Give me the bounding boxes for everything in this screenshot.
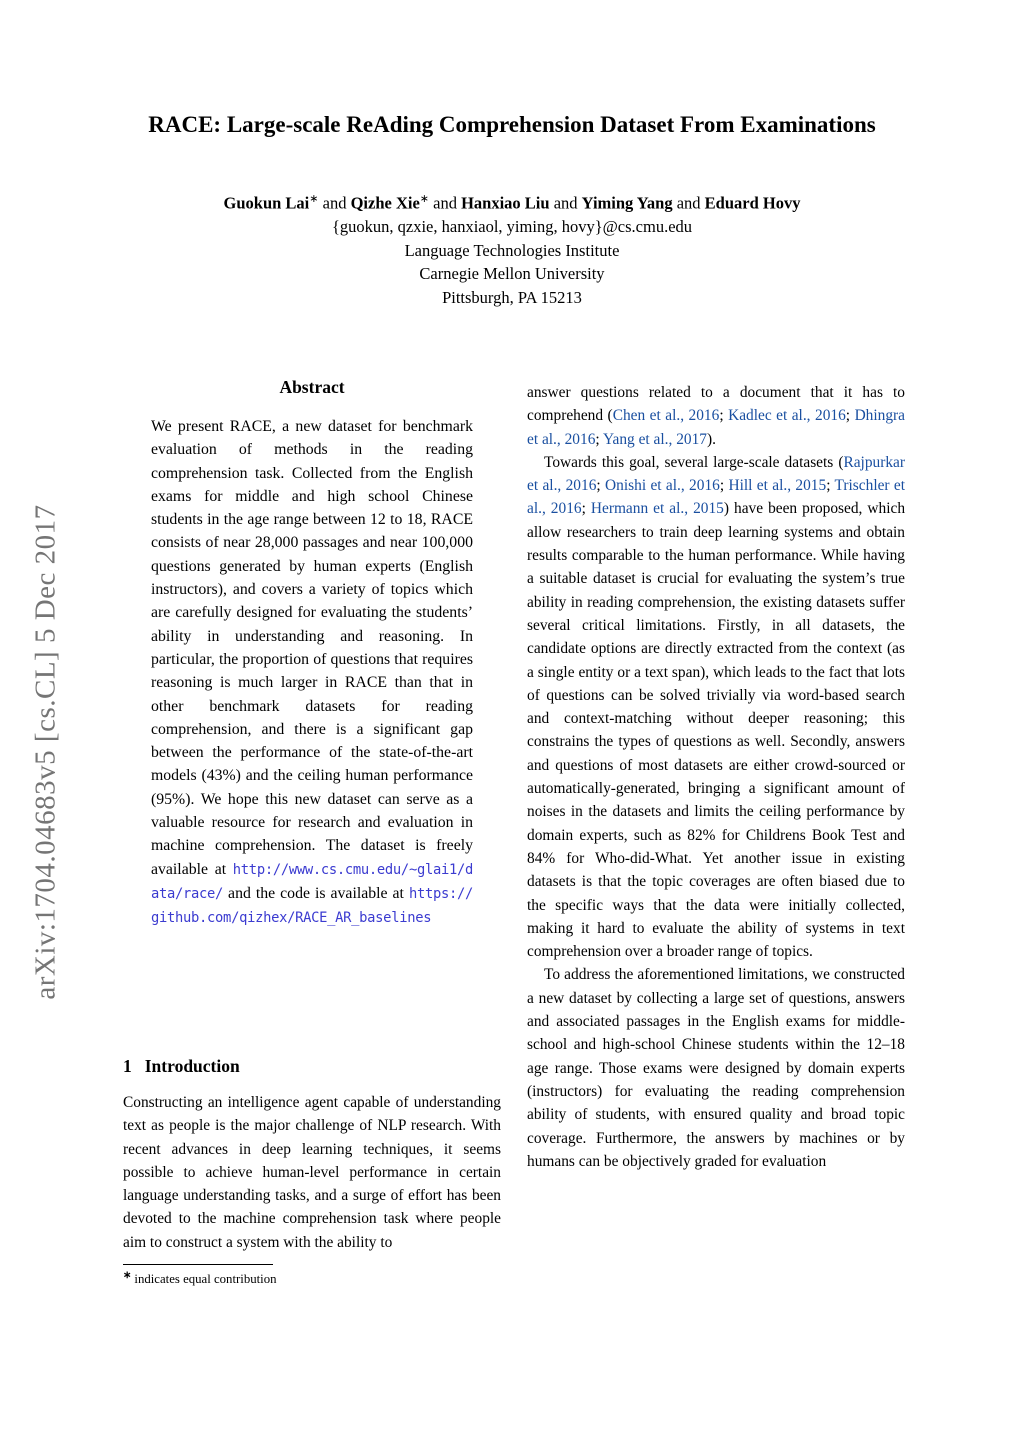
paragraph [123, 1091, 501, 1254]
affiliation-university: Carnegie Mellon University [419, 264, 605, 283]
text-run: ). [706, 430, 716, 448]
text-run: and the code is available at [223, 884, 409, 902]
url-link[interactable]: https://github.com/qizhex/RACE_AR_baselines [151, 885, 473, 927]
footnote [123, 1264, 501, 1287]
footnote-rule [123, 1264, 273, 1265]
citation-link[interactable]: Kadlec et al., 2016 [728, 407, 846, 425]
arxiv-watermark: arXiv:1704.04683v5 [cs.CL] 5 Dec 2017 [29, 504, 62, 1000]
paragraph [527, 451, 905, 964]
author-block [60, 188, 964, 309]
author-line [60, 188, 964, 215]
footnote-text: indicates equal contribution [134, 1272, 277, 1287]
paragraph [527, 963, 905, 1173]
citation-link[interactable]: Onishi et al., 2016 [605, 477, 720, 495]
text-run: ; [595, 430, 603, 448]
left-column-abstract [123, 377, 501, 931]
affiliation-city: Pittsburgh, PA 15213 [442, 287, 582, 307]
url-link[interactable]: http://www.cs.cmu.edu/~glai1/data/race/ [151, 861, 473, 902]
abstract-heading: Abstract [279, 377, 345, 397]
text-run: Towards this goal, several large-scale datasets ( [544, 453, 844, 471]
author-emails: {guokun, qzxie, hanxiaol, yiming, hovy}@cs.cmu.edu [331, 217, 693, 236]
citation-link[interactable]: Trischler et al., 2016 [527, 477, 906, 518]
text-run: ; [826, 477, 835, 495]
text-run: To address the aforementioned limitations, we constructed a new dataset by collecting a large set of questions, answers and associated passages in the English exams for middle-school and high-school Chinese students within the 12–18 age range. Those exams were designed by domain experts (instructors) for evaluating the reading comprehension ability of students, with ensured quality and broad topic coverage. Furthermore, the answers by machines or by humans can be objectively graded for evaluation [527, 966, 905, 1170]
author-separator: and [318, 193, 351, 213]
citation-link[interactable]: Rajpurkar et al., 2016 [527, 453, 905, 495]
author-name: Qizhe Xie [350, 193, 420, 213]
text-run: ; [719, 477, 729, 495]
author-footnote-mark: ∗ [419, 193, 429, 205]
paragraph [527, 381, 905, 451]
citation-link[interactable]: Hill et al., 2015 [728, 477, 827, 495]
author-separator: and [672, 193, 705, 213]
paper-title: RACE: Large-scale ReAding Comprehension Dataset From Examinations [148, 112, 876, 137]
text-run: ; [845, 407, 855, 425]
citation-link[interactable]: Yang et al., 2017 [602, 430, 707, 448]
text-run: We present RACE, a new dataset for benchmark evaluation of methods in the reading comprehension task. Collected from the English exams for middle and high school Chinese students in the age range between 12 to 18, RACE consists of near 28,000 passages and near 100,000 questions generated by human experts (English instructors), and covers a variety of topics which are carefully designed for evaluating the students’ ability in understanding and reasoning. In particular, the proportion of questions that requires reasoning is much larger in RACE than that in other benchmark datasets for reading comprehension, and there is a significant gap between the performance of the state-of-the-art models (43%) and the ceiling human performance (95%). We hope this new dataset can serve as a valuable resource for research and evaluation in machine comprehension. The dataset is freely available at [151, 418, 473, 878]
text-run: answer questions related to a document that it has to comprehend ( [527, 384, 905, 425]
author-name: Yiming Yang [581, 193, 673, 213]
text-run: Constructing an intelligence agent capable of understanding text as people is the major challenge of NLP research. With recent advances in deep learning techniques, it seems possible to achieve human-level performance in certain language understanding tasks, and a surge of effort has been devoted to the machine comprehension task where people aim to construct a system with the ability to [123, 1094, 501, 1251]
abstract-text [123, 415, 501, 931]
footnote-marker: ∗ [123, 1270, 132, 1282]
author-separator: and [429, 193, 462, 213]
left-column-introduction [123, 1056, 501, 1287]
section-title: Introduction [144, 1056, 240, 1076]
right-column [527, 381, 905, 1173]
affiliation-institute: Language Technologies Institute [404, 240, 620, 260]
text-run: ) have been proposed, which allow researchers to train deep learning systems and obtain results comparable to the human performance. While having a suitable dataset is crucial for evaluating the system’s true ability in reading comprehension, the existing datasets suffer several critical limitations. Firstly, in all datasets, the candidate options are directly extracted from the context (as a single entity or a text span), which leads to the fact that lots of questions can be solved trivially via word-based search and context-matching without deeper reasoning; this constrains the types of questions as well. Secondly, answers and questions of most datasets are either crowd-sourced or automatically-generated, bringing a significant amount of noises in the datasets and limits the ceiling performance by domain experts, such as 82% for Childrens Book Test and 84% for Who-did-What. Yet another issue in existing datasets is that the topic coverages are often biased due to the specific ways that the data were initially collected, making it hard to evaluate the ability of systems in text comprehension over a broader range of topics. [527, 500, 906, 961]
section-number: 1 [123, 1056, 132, 1076]
author-name: Guokun Lai [223, 193, 310, 213]
text-run: ; [719, 407, 729, 425]
author-separator: and [549, 193, 582, 213]
section-heading-introduction [123, 1056, 501, 1077]
citation-link[interactable]: Chen et al., 2016 [612, 407, 720, 425]
author-name: Hanxiao Liu [461, 193, 550, 213]
text-run: ; [596, 477, 606, 495]
citation-link[interactable]: Hermann et al., 2015 [590, 500, 724, 518]
text-run: ; [581, 500, 591, 518]
citation-link[interactable]: Dhingra et al., 2016 [527, 407, 905, 448]
author-name: Eduard Hovy [704, 193, 801, 213]
author-footnote-mark: ∗ [309, 193, 319, 205]
